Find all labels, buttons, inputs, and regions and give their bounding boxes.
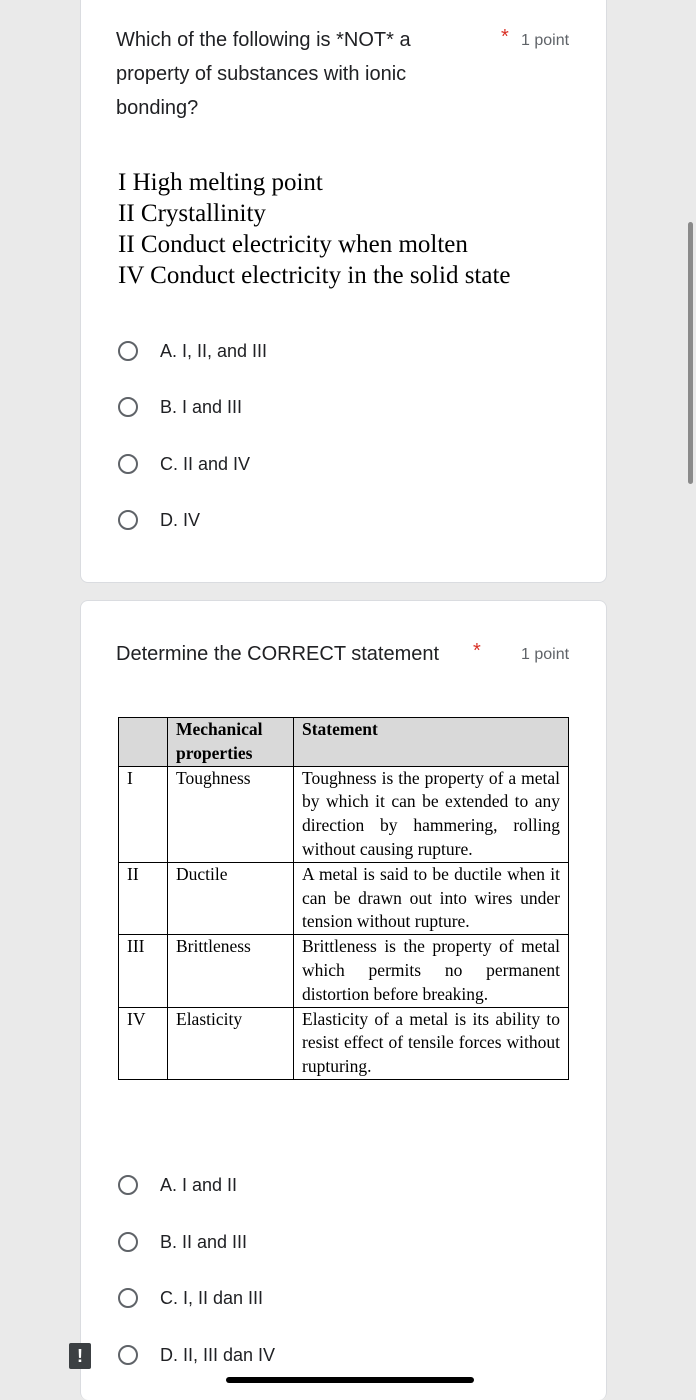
radio-button[interactable] <box>118 341 138 361</box>
table-header-cell: Statement <box>294 718 569 767</box>
question-points: 1 point <box>521 646 570 663</box>
statement-line: II Crystallinity <box>118 200 266 227</box>
option-label: D. IV <box>160 509 201 530</box>
option-c[interactable] <box>118 1283 263 1313</box>
statement-text: Toughness is the property of a metal by which it can be extended to any direction by hammering, rolling without causing rupture. <box>294 766 569 862</box>
option-b[interactable] <box>118 392 242 422</box>
option-label: C. II and IV <box>160 453 251 474</box>
radio-button[interactable] <box>118 1232 138 1252</box>
statement-line: I High melting point <box>118 169 323 196</box>
property-name: Toughness <box>168 766 294 862</box>
property-name: Ductile <box>168 862 294 934</box>
properties-table <box>118 717 569 1080</box>
option-label: A. I and II <box>160 1174 238 1195</box>
option-d[interactable] <box>118 505 200 535</box>
table-row <box>119 935 569 1007</box>
table-row <box>119 862 569 934</box>
option-label: C. I, II dan III <box>160 1287 264 1308</box>
radio-button[interactable] <box>118 397 138 417</box>
statement-line: IV Conduct electricity in the solid state <box>118 262 511 289</box>
scrollbar[interactable] <box>688 222 693 484</box>
row-number: I <box>119 766 168 862</box>
row-number: II <box>119 862 168 934</box>
radio-button[interactable] <box>118 510 138 530</box>
statement-text: A metal is said to be ductile when it can be drawn out into wires under tension without rupture. <box>294 862 569 934</box>
table-header-cell: Mechanical properties <box>168 718 294 767</box>
required-asterisk: * <box>501 26 509 48</box>
row-number: IV <box>119 1007 168 1079</box>
radio-button[interactable] <box>118 1288 138 1308</box>
option-label: D. II, III dan IV <box>160 1344 276 1365</box>
radio-button[interactable] <box>118 454 138 474</box>
option-label: B. II and III <box>160 1231 248 1252</box>
alert-icon: ! <box>69 1343 91 1369</box>
statement-line: II Conduct electricity when molten <box>118 231 468 258</box>
option-label: A. I, II, and III <box>160 340 268 361</box>
option-c[interactable] <box>118 449 250 479</box>
question-body <box>118 167 511 291</box>
radio-button[interactable] <box>118 1175 138 1195</box>
property-name: Brittleness <box>168 935 294 1007</box>
table-header-cell <box>119 718 168 767</box>
question-card-1 <box>80 0 607 583</box>
question-card-2 <box>80 600 607 1400</box>
option-b[interactable] <box>118 1227 247 1257</box>
home-indicator[interactable] <box>226 1377 474 1383</box>
statement-text: Elasticity of a metal is its ability to resist effect of tensile forces without rupturing. <box>294 1007 569 1079</box>
table-row <box>119 766 569 862</box>
question-title: Which of the following is *NOT* a property of substances with ionic bonding? <box>116 29 411 119</box>
table-row <box>119 1007 569 1079</box>
question-points: 1 point <box>521 32 570 49</box>
option-label: B. I and III <box>160 396 243 417</box>
required-asterisk: * <box>473 640 481 662</box>
option-a[interactable] <box>118 336 267 366</box>
row-number: III <box>119 935 168 1007</box>
statement-text: Brittleness is the property of metal which permits no permanent distortion before breaking. <box>294 935 569 1007</box>
property-name: Elasticity <box>168 1007 294 1079</box>
option-a[interactable] <box>118 1170 237 1200</box>
radio-button[interactable] <box>118 1345 138 1365</box>
option-d[interactable] <box>118 1340 275 1370</box>
question-title: Determine the CORRECT statement <box>116 643 440 665</box>
